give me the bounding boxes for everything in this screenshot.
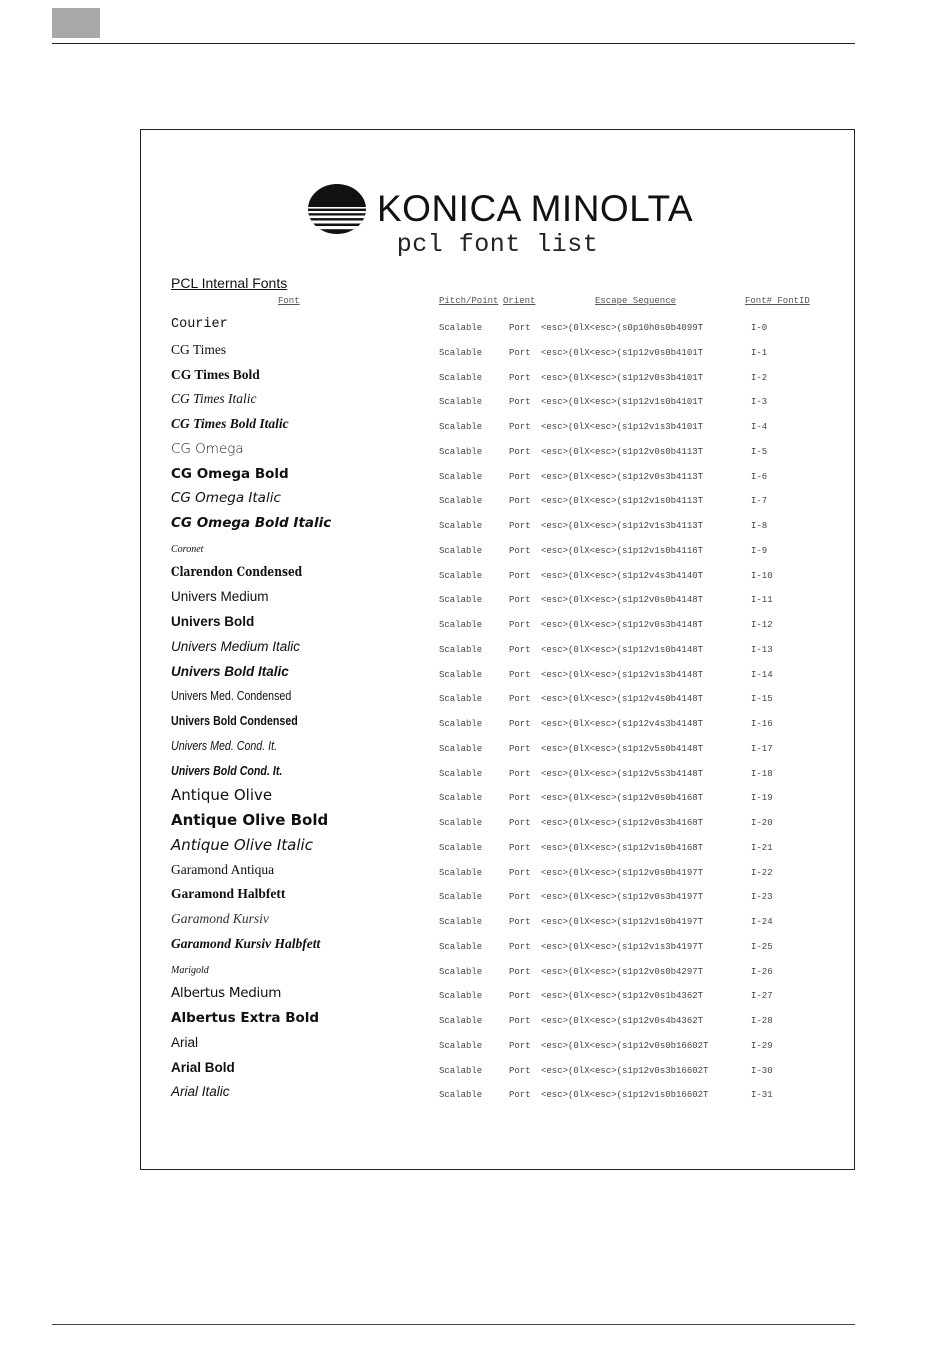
font-name: Courier: [171, 317, 228, 332]
table-row: [141, 612, 854, 637]
escape-sequence: <esc>(0lX<esc>(s1p12v0s3b16602T: [541, 1065, 709, 1076]
font-name: CG Omega: [171, 440, 244, 457]
orient-value: Port: [509, 397, 531, 408]
escape-sequence: <esc>(0lX<esc>(s1p12v0s4b4362T: [541, 1016, 704, 1026]
table-row: [141, 983, 854, 1008]
font-id: I-9: [751, 545, 768, 556]
table-row: [141, 563, 854, 588]
pitch-value: Scalable: [439, 496, 483, 507]
table-row: [141, 810, 854, 835]
pitch-value: Scalable: [439, 545, 483, 556]
orient-value: Port: [509, 743, 531, 754]
font-name: CG Times Bold: [171, 366, 260, 382]
font-id: I-1: [751, 347, 768, 358]
escape-sequence: <esc>(0lX<esc>(s1p12v4s3b4148T: [541, 719, 704, 729]
escape-sequence: <esc>(0lX<esc>(s1p12v1s0b4101T: [541, 397, 704, 408]
escape-sequence: <esc>(0lX<esc>(s1p12v1s3b4113T: [541, 521, 704, 531]
escape-sequence: <esc>(0lX<esc>(s1p12v0s0b4148T: [541, 595, 704, 606]
orient-value: Port: [509, 446, 531, 457]
font-id: I-18: [751, 768, 773, 779]
escape-sequence: <esc>(0lX<esc>(s1p12v1s0b4168T: [541, 842, 704, 853]
font-name: Antique Olive Italic: [171, 835, 313, 854]
font-id: I-30: [751, 1065, 773, 1076]
escape-sequence: <esc>(0lX<esc>(s1p12v4s3b4140T: [541, 570, 704, 581]
pitch-value: Scalable: [439, 1065, 483, 1076]
font-name: Arial Italic: [171, 1084, 230, 1100]
orient-value: Port: [509, 719, 531, 729]
table-row: [141, 662, 854, 687]
font-id: I-22: [751, 867, 773, 878]
font-name: Univers Medium Italic: [171, 638, 301, 654]
table-row: [141, 389, 854, 414]
orient-value: Port: [509, 669, 531, 680]
pitch-value: Scalable: [439, 818, 483, 828]
table-row: [141, 1058, 854, 1083]
column-header-escape: Escape Sequence: [595, 296, 677, 306]
column-header-id: Font# FontID: [745, 296, 810, 306]
orient-value: Port: [509, 818, 531, 828]
escape-sequence: <esc>(0lX<esc>(s1p12v1s0b4197T: [541, 917, 704, 927]
pitch-value: Scalable: [439, 570, 483, 581]
font-id: I-25: [751, 941, 773, 952]
font-id: I-10: [751, 570, 773, 581]
table-row: [141, 315, 854, 340]
escape-sequence: <esc>(0lX<esc>(s1p12v0s0b4113T: [541, 446, 704, 457]
pitch-value: Scalable: [439, 768, 483, 779]
escape-sequence: <esc>(0lX<esc>(s1p12v0s3b4113T: [541, 471, 704, 482]
font-name: Univers Bold Italic: [171, 663, 289, 679]
table-row: [141, 1033, 854, 1058]
font-id: I-19: [751, 793, 773, 804]
table-row: [141, 711, 854, 736]
escape-sequence: <esc>(0lX<esc>(s1p12v0s0b4297T: [541, 966, 704, 977]
font-id: I-3: [751, 397, 768, 408]
pitch-value: Scalable: [439, 743, 483, 754]
pitch-value: Scalable: [439, 917, 483, 927]
orient-value: Port: [509, 917, 531, 927]
pitch-value: Scalable: [439, 471, 483, 482]
table-row: [141, 934, 854, 959]
orient-value: Port: [509, 694, 531, 705]
font-id: I-12: [751, 620, 773, 630]
table-row: [141, 785, 854, 810]
font-name: Univers Bold: [171, 614, 255, 629]
pitch-value: Scalable: [439, 892, 483, 903]
font-name: Antique Olive: [171, 786, 273, 805]
table-row: [141, 884, 854, 909]
font-id: I-13: [751, 644, 773, 655]
escape-sequence: <esc>(0lX<esc>(s1p12v0s3b4101T: [541, 372, 704, 383]
table-row: [141, 464, 854, 489]
orient-value: Port: [509, 644, 531, 655]
font-name: Univers Bold Condensed: [171, 713, 298, 728]
table-row: [141, 439, 854, 464]
orient-value: Port: [509, 1090, 531, 1101]
table-row: [141, 909, 854, 934]
font-name: Antique Olive Bold: [171, 811, 329, 829]
font-name: Univers Med. Condensed: [171, 688, 292, 704]
pitch-value: Scalable: [439, 1016, 483, 1026]
escape-sequence: <esc>(0lX<esc>(s1p12v0s0b16602T: [541, 1040, 709, 1051]
font-name: Univers Bold Cond. It.: [171, 762, 283, 778]
font-id: I-28: [751, 1016, 773, 1026]
font-id: I-8: [751, 521, 768, 531]
escape-sequence: <esc>(0lX<esc>(s0p10h0s0b4099T: [541, 323, 704, 333]
font-id: I-23: [751, 892, 773, 903]
font-name: Garamond Antiqua: [171, 861, 275, 877]
pitch-value: Scalable: [439, 867, 483, 878]
font-id: I-17: [751, 743, 773, 754]
konica-minolta-logo: [307, 183, 694, 235]
font-name: Arial Bold: [171, 1059, 235, 1075]
orient-value: Port: [509, 842, 531, 853]
table-row: [141, 860, 854, 885]
pitch-value: Scalable: [439, 323, 483, 333]
document-title: pcl font list: [396, 230, 599, 259]
pitch-value: Scalable: [439, 397, 483, 408]
font-name: Univers Medium: [171, 589, 269, 605]
escape-sequence: <esc>(0lX<esc>(s1p12v0s3b4148T: [541, 620, 704, 630]
pitch-value: Scalable: [439, 372, 483, 383]
orient-value: Port: [509, 1016, 531, 1026]
escape-sequence: <esc>(0lX<esc>(s1p12v1s0b4116T: [541, 545, 704, 556]
escape-sequence: <esc>(0lX<esc>(s1p12v5s3b4148T: [541, 768, 704, 779]
font-name: Garamond Halbfett: [171, 886, 286, 902]
column-header-orient: Orient: [503, 296, 536, 306]
table-row: [141, 959, 854, 984]
escape-sequence: <esc>(0lX<esc>(s1p12v0s1b4362T: [541, 991, 704, 1002]
pitch-value: Scalable: [439, 966, 483, 977]
font-name: CG Omega Bold Italic: [171, 515, 332, 531]
font-list-printout: [140, 129, 855, 1170]
orient-value: Port: [509, 768, 531, 779]
orient-value: Port: [509, 892, 531, 903]
font-id: I-27: [751, 991, 773, 1002]
font-name: CG Times: [171, 341, 227, 357]
font-id: I-5: [751, 446, 768, 457]
header-rule: [52, 43, 855, 44]
pitch-value: Scalable: [439, 422, 483, 432]
table-row: [141, 1008, 854, 1033]
font-id: I-15: [751, 694, 773, 705]
orient-value: Port: [509, 347, 531, 358]
table-row: [141, 340, 854, 365]
orient-value: Port: [509, 372, 531, 383]
escape-sequence: <esc>(0lX<esc>(s1p12v1s3b4101T: [541, 422, 704, 432]
pitch-value: Scalable: [439, 694, 483, 705]
font-id: I-2: [751, 372, 768, 383]
orient-value: Port: [509, 521, 531, 531]
table-row: [141, 1082, 854, 1107]
font-name: CG Omega Italic: [171, 490, 281, 507]
page-tab-marker: [52, 8, 100, 38]
font-name: Coronet: [171, 543, 204, 555]
orient-value: Port: [509, 545, 531, 556]
pitch-value: Scalable: [439, 1090, 483, 1101]
orient-value: Port: [509, 1065, 531, 1076]
font-name: Arial: [171, 1034, 199, 1050]
globe-logo-icon: [307, 183, 367, 235]
table-row: [141, 761, 854, 786]
font-name: Albertus Extra Bold: [171, 1010, 320, 1026]
orient-value: Port: [509, 570, 531, 581]
table-row: [141, 488, 854, 513]
table-row: [141, 736, 854, 761]
font-name: Garamond Kursiv: [171, 911, 269, 926]
pitch-value: Scalable: [439, 991, 483, 1002]
pitch-value: Scalable: [439, 793, 483, 804]
escape-sequence: <esc>(0lX<esc>(s1p12v0s0b4168T: [541, 793, 704, 804]
font-id: I-31: [751, 1090, 773, 1101]
escape-sequence: <esc>(0lX<esc>(s1p12v1s0b4148T: [541, 644, 704, 655]
font-id: I-24: [751, 917, 773, 927]
pitch-value: Scalable: [439, 446, 483, 457]
orient-value: Port: [509, 422, 531, 432]
font-name: Marigold: [171, 964, 209, 976]
font-id: I-11: [751, 595, 773, 606]
pitch-value: Scalable: [439, 521, 483, 531]
font-name: Garamond Kursiv Halbfett: [171, 935, 321, 951]
section-title: PCL Internal Fonts: [171, 275, 288, 291]
pitch-value: Scalable: [439, 941, 483, 952]
font-id: I-20: [751, 818, 773, 828]
font-id: I-16: [751, 719, 773, 729]
orient-value: Port: [509, 867, 531, 878]
footer-rule: [52, 1324, 855, 1325]
orient-value: Port: [509, 991, 531, 1002]
font-id: I-7: [751, 496, 768, 507]
escape-sequence: <esc>(0lX<esc>(s1p12v1s0b4113T: [541, 496, 704, 507]
orient-value: Port: [509, 966, 531, 977]
table-row: [141, 414, 854, 439]
font-name: CG Times Italic: [171, 391, 257, 407]
escape-sequence: <esc>(0lX<esc>(s1p12v0s3b4197T: [541, 892, 704, 903]
escape-sequence: <esc>(0lX<esc>(s1p12v0s0b4101T: [541, 347, 704, 358]
escape-sequence: <esc>(0lX<esc>(s1p12v4s0b4148T: [541, 694, 704, 705]
table-row: [141, 538, 854, 563]
column-header-pitch: Pitch/Point: [439, 296, 499, 306]
font-id: I-26: [751, 966, 773, 977]
table-row: [141, 835, 854, 860]
orient-value: Port: [509, 620, 531, 630]
font-id: I-4: [751, 422, 768, 432]
table-row: [141, 686, 854, 711]
font-table: [141, 315, 854, 1107]
table-row: [141, 513, 854, 538]
orient-value: Port: [509, 496, 531, 507]
font-id: I-0: [751, 323, 768, 333]
column-header-font: Font: [278, 296, 300, 306]
font-name: Albertus Medium: [171, 985, 282, 1002]
pitch-value: Scalable: [439, 719, 483, 729]
table-row: [141, 587, 854, 612]
pitch-value: Scalable: [439, 595, 483, 606]
font-name: Clarendon Condensed: [171, 564, 303, 580]
escape-sequence: <esc>(0lX<esc>(s1p12v0s3b4168T: [541, 818, 704, 828]
pitch-value: Scalable: [439, 669, 483, 680]
font-name: CG Omega Bold: [171, 465, 289, 482]
font-name: CG Times Bold Italic: [171, 416, 289, 431]
orient-value: Port: [509, 1040, 531, 1051]
pitch-value: Scalable: [439, 620, 483, 630]
escape-sequence: <esc>(0lX<esc>(s1p12v1s3b4197T: [541, 941, 704, 952]
orient-value: Port: [509, 941, 531, 952]
escape-sequence: <esc>(0lX<esc>(s1p12v1s3b4148T: [541, 669, 704, 680]
font-name: Univers Med. Cond. It.: [171, 737, 278, 753]
orient-value: Port: [509, 323, 531, 333]
escape-sequence: <esc>(0lX<esc>(s1p12v5s0b4148T: [541, 743, 704, 754]
table-row: [141, 637, 854, 662]
font-id: I-29: [751, 1040, 773, 1051]
pitch-value: Scalable: [439, 644, 483, 655]
orient-value: Port: [509, 793, 531, 804]
pitch-value: Scalable: [439, 347, 483, 358]
escape-sequence: <esc>(0lX<esc>(s1p12v0s0b4197T: [541, 867, 704, 878]
font-id: I-14: [751, 669, 773, 680]
font-id: I-6: [751, 471, 768, 482]
orient-value: Port: [509, 471, 531, 482]
font-id: I-21: [751, 842, 773, 853]
escape-sequence: <esc>(0lX<esc>(s1p12v1s0b16602T: [541, 1090, 709, 1101]
orient-value: Port: [509, 595, 531, 606]
table-row: [141, 365, 854, 390]
brand-wordmark: KONICA MINOLTA: [377, 188, 694, 229]
pitch-value: Scalable: [439, 1040, 483, 1051]
pitch-value: Scalable: [439, 842, 483, 853]
